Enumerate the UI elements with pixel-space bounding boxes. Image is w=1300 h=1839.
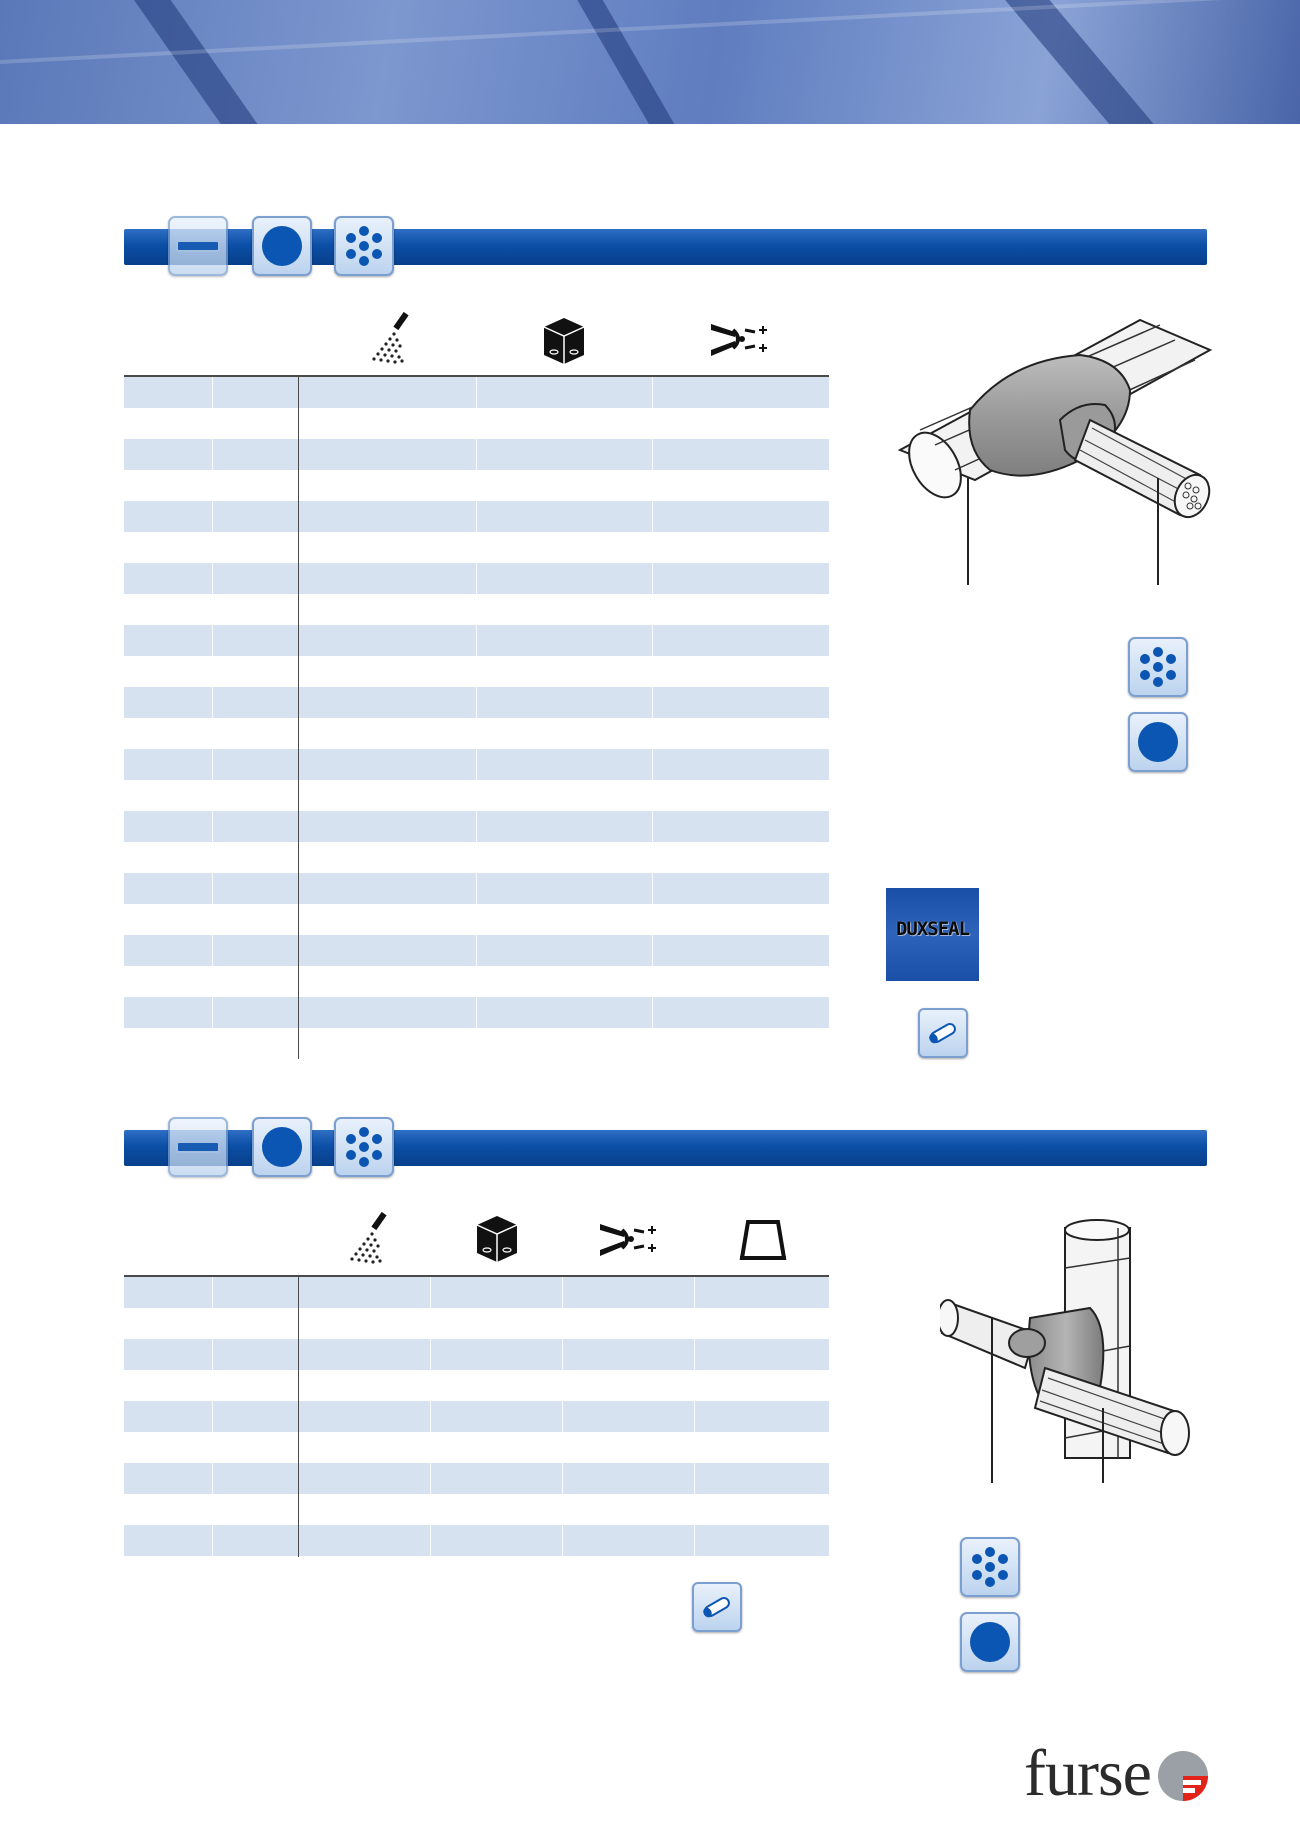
solid-conductor-badge	[252, 1117, 312, 1177]
duxseal-label: DUXSEAL	[895, 918, 970, 940]
handle-clamp-icon	[598, 1218, 660, 1262]
solid-conductor-badge	[960, 1612, 1020, 1672]
tee-connector-illustration	[880, 300, 1220, 590]
solid-conductor-badge	[1128, 712, 1188, 772]
furse-logo-mark	[1157, 1750, 1209, 1802]
flat-conductor-badge	[168, 1117, 228, 1177]
powder-pour-icon	[360, 312, 416, 368]
stranded-conductor-badge	[334, 216, 394, 276]
handle-clamp-icon	[709, 318, 771, 362]
cross-connector-illustration	[940, 1218, 1210, 1488]
stranded-conductor-badge	[334, 1117, 394, 1177]
cable-sleeve-icon	[692, 1582, 742, 1632]
section2-table	[124, 1275, 829, 1557]
stranded-conductor-badge	[960, 1537, 1020, 1597]
flat-conductor-badge	[168, 216, 228, 276]
duxseal-product-image	[886, 888, 979, 981]
section1-table	[124, 375, 829, 1059]
cable-sleeve-icon	[918, 1008, 968, 1058]
furse-logo-text: furse	[1024, 1737, 1151, 1810]
solid-conductor-badge	[252, 216, 312, 276]
header-banner	[0, 0, 1300, 124]
mould-cover-icon	[738, 1218, 788, 1262]
mould-icon	[474, 1214, 520, 1264]
powder-pour-icon	[338, 1212, 394, 1268]
mould-icon	[541, 316, 587, 366]
stranded-conductor-badge	[1128, 637, 1188, 697]
